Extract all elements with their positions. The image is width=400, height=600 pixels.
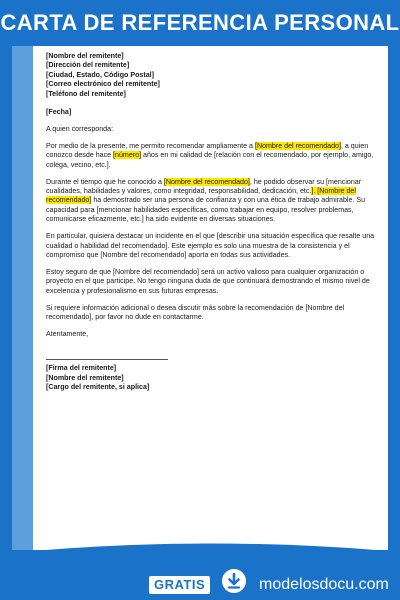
- letter-body: [46, 52, 376, 392]
- salutation: A quien corresponda:: [46, 124, 114, 133]
- signature-line: [46, 359, 168, 360]
- header: [0, 0, 400, 46]
- p1-highlight-1: [Nombre del recomendado]: [254, 141, 341, 150]
- p2-text-a: Durante el tiempo que he conocido a: [46, 177, 164, 186]
- sender-name: [Nombre del remitente]: [46, 52, 124, 60]
- document-page: [12, 46, 388, 550]
- signature-field: [Firma del remitente]: [46, 364, 117, 373]
- closing: Atentamente,: [46, 329, 89, 338]
- p1-text-b: , a quien conozco desde hace: [46, 141, 369, 160]
- p2-highlight-1: [Nombre del recomendado]: [163, 177, 250, 186]
- p2-highlight-2: ]. [Nombre del recomendado]: [46, 186, 356, 205]
- paragraph-2: [46, 178, 376, 225]
- sender-block: [46, 52, 376, 99]
- paragraph-4: Estoy seguro de que [Nombre del recomendado] será un activo valioso para cualquier organización o proyecto en el que participe. No tengo ninguna duda de que continuará demostrando el mismo nivel de excelencia y profesionalismo en sus futuras empresas.: [46, 267, 370, 295]
- footer-wave: [0, 540, 400, 570]
- signature-block: [46, 364, 376, 392]
- p1-text-a: Por medio de la presente, me permito recomendar ampliamente a: [46, 141, 255, 150]
- signature-name: [Nombre del remitente]: [46, 373, 124, 382]
- paragraph-5: Si requiere información adicional o desea discutir más sobre la recomendación de [Nombre del recomendado], por favor no dude en contactarme.: [46, 303, 345, 321]
- p2-text-b: , he podido observar su [mencionar cualidades, habilidades y valores, como integridad, responsabilidad, dedicación, etc.: [46, 177, 362, 195]
- p2-text-c: ha demostrado ser una persona de confianza y con una ética de trabajo admirable. Su capacidad para [mencionar habilidades específicas, como trabajar en equipo, resolver problemas, comunicarse eficazmente, etc.] ha sido evidente en diversas situaciones.: [46, 196, 366, 224]
- signature-title: [Cargo del remitente, si aplica]: [46, 383, 150, 392]
- side-accent-bar: [12, 46, 33, 550]
- p1-highlight-2: [número]: [113, 151, 142, 160]
- sender-city: [Ciudad, Estado, Código Postal]: [46, 70, 154, 79]
- site-name[interactable]: modelosdocu.com: [259, 576, 389, 593]
- letter-date: [Fecha]: [46, 108, 72, 117]
- gratis-badge[interactable]: GRATIS: [149, 576, 210, 594]
- page-title: CARTA DE REFERENCIA PERSONAL: [0, 10, 400, 35]
- sender-email: [Correo electrónico del remitente]: [46, 80, 160, 89]
- paragraph-3: En particular, quisiera destacar un incidente en el que [describir una situación específica que resalte una cualidad o habilidad del recomendado]. Este ejemplo es solo una muestra de la consistencia y el compromiso que [Nombre del recomendado] aporta en todas sus actividades.: [46, 232, 375, 259]
- paragraph-1: [46, 142, 376, 170]
- sender-address: [Dirección del remitente]: [46, 61, 130, 70]
- download-icon[interactable]: [221, 568, 247, 594]
- sender-phone: [Teléfono del remitente]: [46, 89, 126, 98]
- p1-text-c: años en mi calidad de [relación con el recomendado, por ejemplo, amigo, colega, vecino, etc.].: [46, 151, 374, 169]
